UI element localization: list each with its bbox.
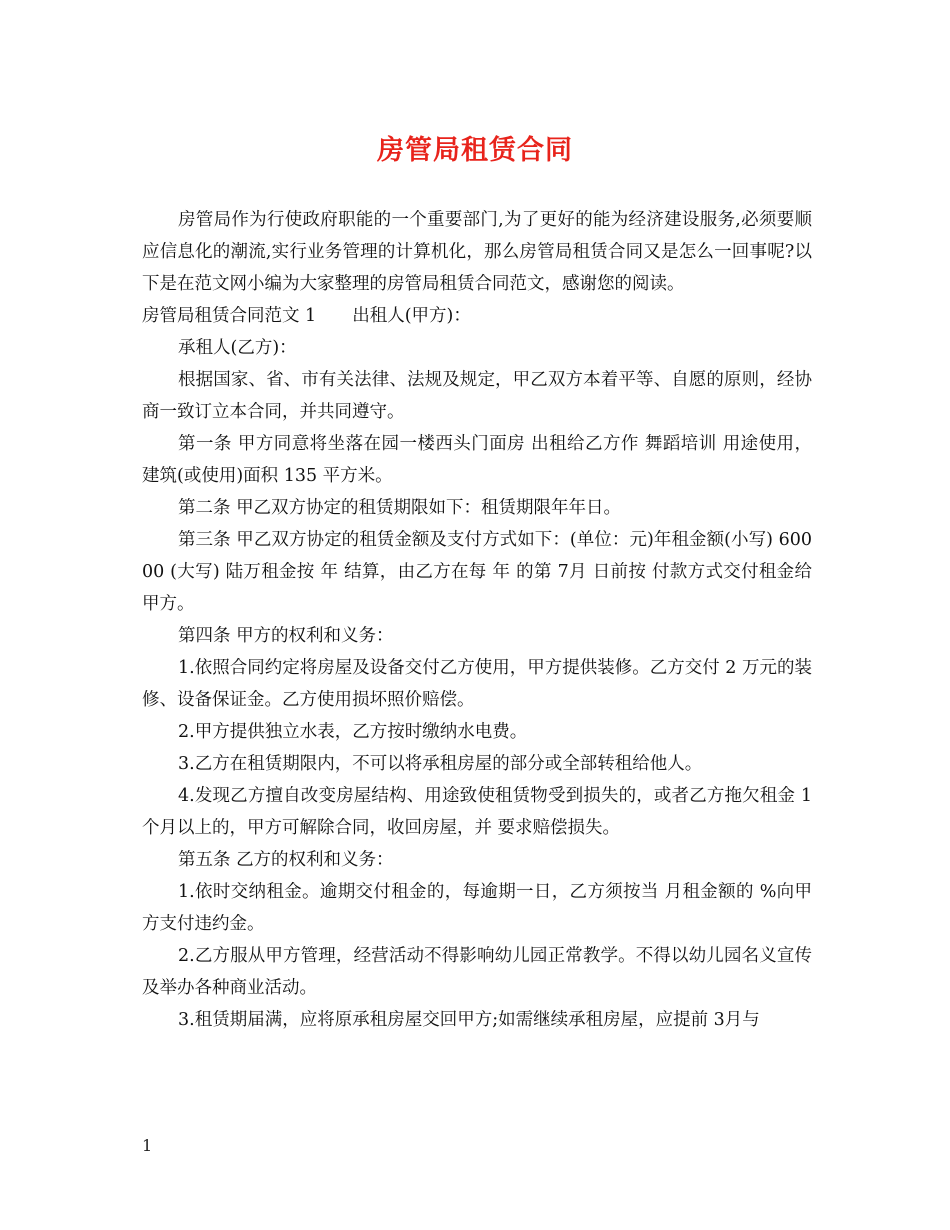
article-5-heading: 第五条 乙方的权利和义务： bbox=[178, 850, 394, 870]
sample-heading-line bbox=[142, 300, 812, 332]
article-4-heading: 第四条 甲方的权利和义务： bbox=[178, 626, 394, 646]
article-4-item: 4.发现乙方擅自改变房屋结构、用途致使租赁物受到损失的，或者乙方拖欠租金 1 个月以上的，甲方可解除合同，收回房屋，并 要求赔偿损失。 bbox=[142, 786, 812, 838]
document-body bbox=[142, 204, 812, 1036]
page-number: 1 bbox=[142, 1136, 153, 1155]
article-4-item: 2.甲方提供独立水表，乙方按时缴纳水电费。 bbox=[178, 722, 528, 742]
article-4-item: 1.依照合同约定将房屋及设备交付乙方使用，甲方提供装修。乙方交付 2 万元的装修、设备保证金。乙方使用损坏照价赔偿。 bbox=[142, 658, 812, 710]
lessee-label: 承租人(乙方)： bbox=[178, 338, 297, 358]
preamble-paragraph: 根据国家、省、市有关法律、法规及规定，甲乙双方本着平等、自愿的原则，经协商一致订立本合同，并共同遵守。 bbox=[142, 370, 812, 422]
article-5-item: 3.租赁期届满，应将原承租房屋交回甲方;如需继续承租房屋，应提前 3月与 bbox=[178, 1010, 760, 1030]
article-4-item: 3.乙方在租赁期限内，不可以将承租房屋的部分或全部转租给他人。 bbox=[178, 754, 703, 774]
article-5-item: 2.乙方服从甲方管理，经营活动不得影响幼儿园正常教学。不得以幼儿园名义宣传及举办各种商业活动。 bbox=[142, 946, 812, 998]
article-2: 第二条 甲乙双方协定的租赁期限如下：租赁期限年年日。 bbox=[178, 498, 622, 518]
document-title: 房管局租赁合同 bbox=[377, 135, 573, 166]
article-3: 第三条 甲乙双方协定的租赁金额及支付方式如下：(单位：元)年租金额(小写) 60000 (大写) 陆万租金按 年 结算，由乙方在每 年 的第 7月 日前按 付款方式交付租金给甲方。 bbox=[142, 530, 812, 614]
sample-heading: 房管局租赁合同范文 1 bbox=[142, 306, 317, 326]
article-5-item: 1.依时交纳租金。逾期交付租金的，每逾期一日，乙方须按当 月租金额的 %向甲方支付违约金。 bbox=[142, 882, 812, 934]
lessor-label: 出租人(甲方)： bbox=[352, 306, 471, 326]
article-1: 第一条 甲方同意将坐落在园一楼西头门面房 出租给乙方作 舞蹈培训 用途使用，建筑(或使用)面积 135 平方米。 bbox=[142, 434, 812, 486]
intro-paragraph: 房管局作为行使政府职能的一个重要部门,为了更好的能为经济建设服务,必须要顺应信息化的潮流,实行业务管理的计算机化，那么房管局租赁合同又是怎么一回事呢?以下是在范文网小编为大家整理的房管局租赁合同范文，感谢您的阅读。 bbox=[142, 210, 812, 294]
